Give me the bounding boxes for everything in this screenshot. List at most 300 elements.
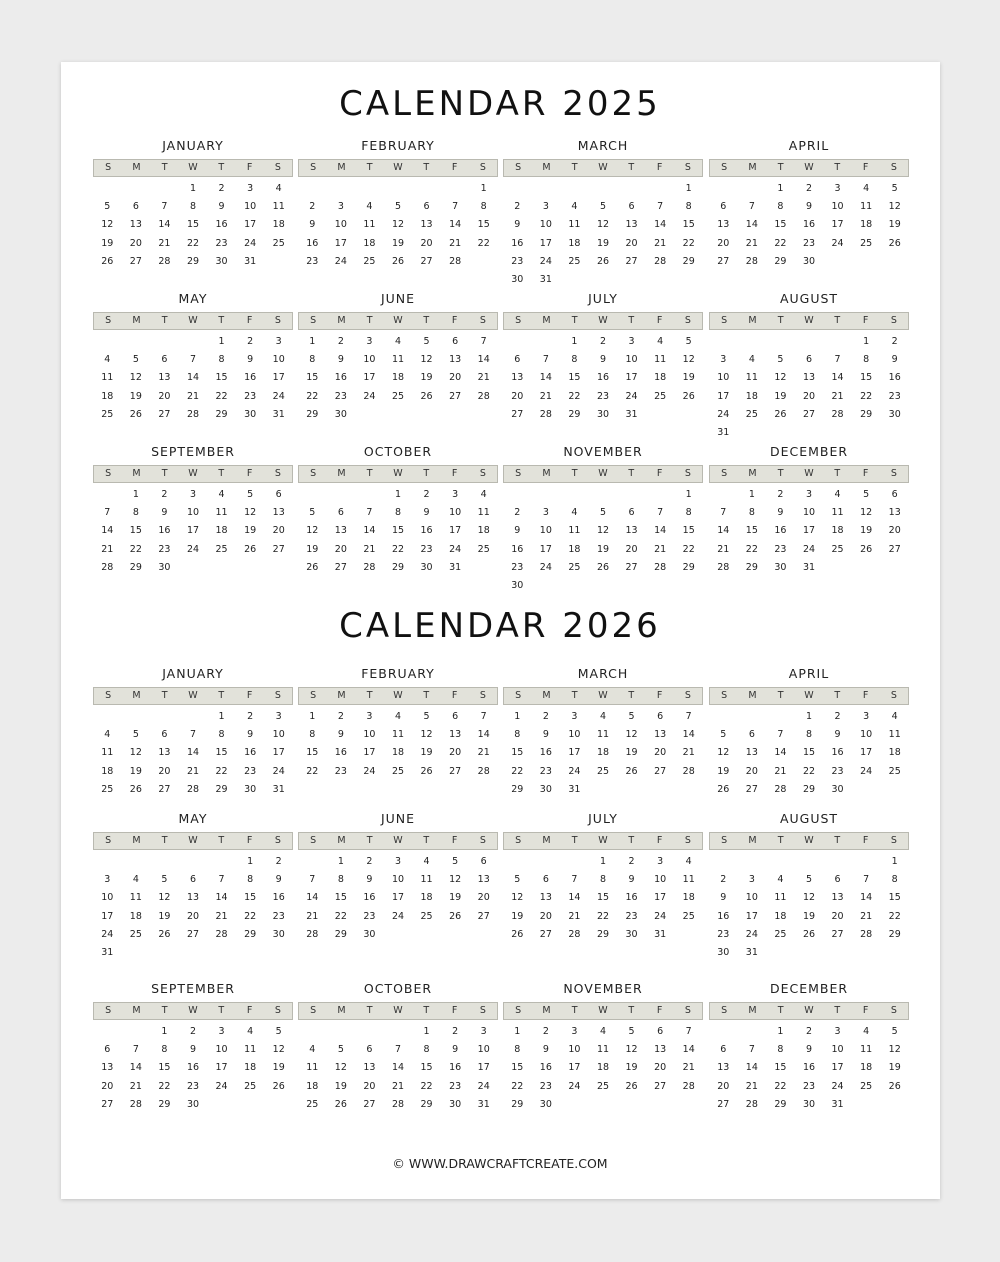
day-cell: 23 <box>334 390 347 402</box>
day-cell: 31 <box>449 561 462 573</box>
day-cell: 19 <box>244 525 257 537</box>
day-cell: 22 <box>802 765 816 777</box>
day-cell: 24 <box>625 390 638 402</box>
day-cell: 11 <box>568 525 581 537</box>
month-january <box>93 665 293 799</box>
day-cell: 31 <box>568 783 581 795</box>
day-cell: 18 <box>745 390 758 402</box>
day-cell: 4 <box>394 711 402 722</box>
day-cell: 3 <box>628 336 635 347</box>
day-cell: 27 <box>539 928 552 940</box>
month-name: JULY <box>588 811 618 826</box>
weekday-label: W <box>598 1005 608 1016</box>
day-cell: 23 <box>186 1080 200 1092</box>
day-cell: 22 <box>129 543 142 555</box>
day-cell: 9 <box>891 354 898 366</box>
day-cell: 8 <box>337 874 344 886</box>
day-cell: 8 <box>480 201 487 213</box>
day-cell: 16 <box>888 372 901 384</box>
day-cell: 6 <box>104 1044 111 1056</box>
weekday-label: T <box>571 468 578 479</box>
day-cell: 1 <box>218 336 225 347</box>
day-cell: 22 <box>215 390 228 402</box>
day-cell: 9 <box>514 525 521 537</box>
day-cell: 31 <box>477 1098 490 1110</box>
day-grid <box>503 853 703 944</box>
day-cell: 16 <box>272 892 285 904</box>
day-cell: 7 <box>132 1044 139 1056</box>
day-cell: 13 <box>272 507 285 519</box>
day-cell: 18 <box>391 372 405 384</box>
weekday-label: T <box>218 162 225 173</box>
day-cell: 7 <box>748 201 755 213</box>
day-cell: 12 <box>420 729 433 741</box>
month-september <box>93 980 293 1114</box>
day-cell: 16 <box>774 525 787 537</box>
day-cell: 23 <box>888 390 901 402</box>
day-cell: 8 <box>189 201 197 213</box>
day-cell: 1 <box>337 856 344 867</box>
day-cell: 26 <box>158 928 171 940</box>
weekday-label: F <box>451 162 458 173</box>
month-name: JUNE <box>380 291 416 306</box>
weekday-label: T <box>366 468 373 479</box>
weekday-label: S <box>890 1005 897 1016</box>
day-cell: 20 <box>802 390 816 402</box>
day-grid <box>503 180 703 289</box>
weekday-label: S <box>721 835 728 846</box>
day-cell: 25 <box>774 928 787 940</box>
day-cell: 26 <box>511 928 524 940</box>
day-cell: 29 <box>334 928 347 940</box>
day-cell: 30 <box>363 928 376 940</box>
day-cell: 26 <box>625 1080 638 1092</box>
weekday-label: S <box>721 1005 728 1016</box>
empty-day-cell <box>823 333 852 351</box>
weekday-label: S <box>890 468 897 479</box>
weekday-header <box>503 465 703 483</box>
weekday-label: S <box>684 162 691 173</box>
day-cell: 4 <box>685 856 692 867</box>
weekday-label: S <box>479 315 486 326</box>
day-cell: 10 <box>802 507 816 519</box>
weekday-label: F <box>656 1005 663 1016</box>
weekday-label: W <box>393 690 403 701</box>
day-cell: 2 <box>309 201 316 213</box>
day-cell: 9 <box>542 1044 549 1056</box>
weekday-label: S <box>721 315 728 326</box>
empty-day-cell <box>384 1023 413 1041</box>
day-grid <box>298 853 498 944</box>
day-grid <box>503 1023 703 1114</box>
month-name: AUGUST <box>779 291 839 306</box>
empty-day-cell <box>766 853 795 871</box>
weekday-label: W <box>188 162 198 173</box>
day-cell: 10 <box>101 892 114 904</box>
day-cell: 16 <box>802 219 816 231</box>
calendar-title-2025: CALENDAR 2025 <box>339 84 661 124</box>
day-cell: 24 <box>831 1080 844 1092</box>
day-cell: 7 <box>161 201 168 213</box>
day-cell: 16 <box>334 372 347 384</box>
day-cell: 30 <box>802 1098 816 1110</box>
weekday-label: T <box>834 468 841 479</box>
weekday-label: F <box>862 162 869 173</box>
day-cell: 19 <box>334 1080 347 1092</box>
day-grid <box>709 708 909 799</box>
weekday-label: S <box>310 690 317 701</box>
day-cell: 11 <box>391 354 405 366</box>
day-cell: 12 <box>244 507 257 519</box>
day-cell: 9 <box>805 201 813 213</box>
month-december <box>709 980 909 1114</box>
day-cell: 11 <box>888 729 901 741</box>
day-cell: 17 <box>831 1062 844 1074</box>
weekday-label: T <box>161 690 168 701</box>
day-cell: 18 <box>596 1062 610 1074</box>
day-cell: 15 <box>215 372 228 384</box>
day-cell: 1 <box>423 1026 430 1037</box>
day-cell: 25 <box>215 543 228 555</box>
day-cell: 21 <box>654 237 667 249</box>
day-cell: 30 <box>158 561 171 573</box>
day-cell: 24 <box>568 1080 581 1092</box>
day-cell: 20 <box>625 237 638 249</box>
day-cell: 21 <box>363 543 376 555</box>
weekday-label: F <box>656 835 663 846</box>
day-cell: 29 <box>774 1098 787 1110</box>
day-cell: 30 <box>774 561 787 573</box>
day-cell: 2 <box>805 1026 813 1037</box>
weekday-label: T <box>628 835 635 846</box>
weekday-header <box>503 1002 703 1020</box>
day-cell: 24 <box>272 390 285 402</box>
month-june <box>298 810 498 944</box>
day-cell: 26 <box>244 543 257 555</box>
month-name: APRIL <box>788 138 830 153</box>
day-cell: 24 <box>272 765 285 777</box>
day-cell: 28 <box>158 255 171 267</box>
weekday-header <box>503 312 703 330</box>
day-cell: 29 <box>129 561 142 573</box>
empty-day-cell <box>646 486 675 504</box>
day-cell: 15 <box>215 747 228 759</box>
weekday-header <box>93 465 293 483</box>
day-cell: 17 <box>477 1062 490 1074</box>
day-cell: 11 <box>682 874 695 886</box>
month-march <box>503 665 703 799</box>
weekday-label: S <box>515 162 522 173</box>
day-cell: 5 <box>247 489 254 500</box>
day-cell: 1 <box>685 489 692 500</box>
empty-day-cell <box>93 180 122 198</box>
weekday-label: T <box>218 835 225 846</box>
day-cell: 11 <box>831 507 844 519</box>
day-cell: 27 <box>654 1080 667 1092</box>
weekday-label: W <box>188 690 198 701</box>
day-cell: 25 <box>272 237 285 249</box>
empty-day-cell <box>738 853 767 871</box>
day-cell: 26 <box>888 1080 901 1092</box>
day-cell: 4 <box>863 1026 870 1037</box>
weekday-label: S <box>274 315 281 326</box>
weekday-header <box>709 312 909 330</box>
day-cell: 14 <box>860 892 873 904</box>
empty-day-cell <box>589 486 618 504</box>
day-cell: 28 <box>654 561 667 573</box>
day-cell: 20 <box>654 1062 667 1074</box>
weekday-label: T <box>834 162 841 173</box>
day-cell: 4 <box>863 183 870 194</box>
weekday-label: M <box>337 835 346 846</box>
day-cell: 24 <box>244 237 257 249</box>
day-cell: 22 <box>888 910 901 922</box>
day-cell: 14 <box>682 1044 695 1056</box>
day-cell: 28 <box>306 928 319 940</box>
day-cell: 14 <box>745 1062 758 1074</box>
weekday-label: S <box>515 1005 522 1016</box>
month-name: DECEMBER <box>769 444 849 459</box>
day-grid <box>93 853 293 962</box>
weekday-label: S <box>105 835 112 846</box>
day-cell: 9 <box>275 874 282 886</box>
day-cell: 24 <box>363 390 376 402</box>
day-cell: 18 <box>420 892 433 904</box>
empty-day-cell <box>560 486 589 504</box>
day-cell: 14 <box>745 219 758 231</box>
day-cell: 29 <box>860 408 873 420</box>
day-cell: 18 <box>654 372 667 384</box>
weekday-label: S <box>479 162 486 173</box>
day-cell: 6 <box>423 201 430 213</box>
day-cell: 22 <box>511 1080 524 1092</box>
day-cell: 3 <box>452 489 459 500</box>
day-cell: 9 <box>834 729 841 741</box>
day-cell: 6 <box>337 507 344 519</box>
empty-day-cell <box>617 180 646 198</box>
day-cell: 19 <box>101 237 114 249</box>
weekday-label: T <box>628 690 635 701</box>
weekday-label: F <box>451 468 458 479</box>
month-name: JANUARY <box>162 666 224 681</box>
day-cell: 16 <box>625 892 638 904</box>
day-cell: 27 <box>625 255 638 267</box>
weekday-label: T <box>423 315 430 326</box>
day-cell: 1 <box>685 183 692 194</box>
day-cell: 29 <box>511 783 524 795</box>
day-cell: 29 <box>511 1098 524 1110</box>
day-cell: 19 <box>306 543 319 555</box>
weekday-label: S <box>274 162 281 173</box>
day-cell: 16 <box>244 372 257 384</box>
day-cell: 29 <box>158 1098 171 1110</box>
day-grid <box>709 333 909 442</box>
day-cell: 5 <box>628 711 635 722</box>
day-cell: 15 <box>511 747 524 759</box>
day-cell: 4 <box>571 201 578 213</box>
day-cell: 30 <box>244 408 257 420</box>
day-cell: 7 <box>571 874 578 886</box>
day-cell: 17 <box>717 390 730 402</box>
day-cell: 5 <box>309 507 316 519</box>
day-cell: 2 <box>366 856 373 867</box>
weekday-label: F <box>451 1005 458 1016</box>
day-cell: 24 <box>717 408 730 420</box>
weekday-label: S <box>274 1005 281 1016</box>
weekday-label: F <box>862 835 869 846</box>
day-cell: 9 <box>514 219 521 231</box>
month-september <box>93 443 293 577</box>
day-cell: 20 <box>539 910 552 922</box>
weekday-label: T <box>423 835 430 846</box>
day-cell: 5 <box>720 729 727 741</box>
day-grid <box>709 1023 909 1114</box>
empty-day-cell <box>738 333 767 351</box>
day-grid <box>298 1023 498 1114</box>
empty-day-cell <box>738 180 767 198</box>
day-cell: 7 <box>452 201 459 213</box>
weekday-label: T <box>834 315 841 326</box>
month-july <box>503 810 703 944</box>
weekday-label: T <box>777 690 784 701</box>
day-cell: 17 <box>802 525 816 537</box>
weekday-header <box>709 832 909 850</box>
day-cell: 26 <box>625 765 638 777</box>
day-cell: 17 <box>831 219 844 231</box>
day-cell: 2 <box>834 711 841 722</box>
day-cell: 28 <box>774 783 787 795</box>
day-cell: 22 <box>682 237 695 249</box>
day-cell: 5 <box>452 856 459 867</box>
weekday-label: W <box>393 315 403 326</box>
day-cell: 3 <box>247 183 254 194</box>
day-cell: 22 <box>186 237 200 249</box>
day-cell: 16 <box>306 237 319 249</box>
day-cell: 25 <box>477 543 490 555</box>
day-cell: 9 <box>720 892 727 904</box>
day-grid <box>93 180 293 271</box>
weekday-label: S <box>479 690 486 701</box>
day-cell: 31 <box>244 255 257 267</box>
weekday-label: T <box>628 1005 635 1016</box>
day-cell: 21 <box>215 910 228 922</box>
day-cell: 21 <box>831 390 844 402</box>
weekday-label: M <box>337 468 346 479</box>
day-cell: 26 <box>306 561 319 573</box>
day-cell: 7 <box>863 874 870 886</box>
day-cell: 18 <box>306 1080 319 1092</box>
day-cell: 26 <box>420 390 433 402</box>
day-cell: 18 <box>682 892 695 904</box>
weekday-label: T <box>423 1005 430 1016</box>
day-cell: 5 <box>161 874 168 886</box>
day-cell: 18 <box>596 747 610 759</box>
weekday-label: T <box>161 468 168 479</box>
day-cell: 24 <box>477 1080 490 1092</box>
day-cell: 17 <box>363 747 376 759</box>
day-cell: 15 <box>860 372 873 384</box>
weekday-label: S <box>515 315 522 326</box>
empty-day-cell <box>532 180 561 198</box>
weekday-label: S <box>310 468 317 479</box>
day-cell: 21 <box>477 747 490 759</box>
day-cell: 1 <box>161 1026 168 1037</box>
day-cell: 31 <box>802 561 816 573</box>
day-cell: 17 <box>272 372 285 384</box>
empty-day-cell <box>93 708 122 726</box>
day-cell: 25 <box>420 910 433 922</box>
day-cell: 12 <box>682 354 695 366</box>
weekday-header <box>298 687 498 705</box>
day-cell: 21 <box>101 543 114 555</box>
day-cell: 1 <box>863 336 870 347</box>
empty-day-cell <box>503 853 532 871</box>
day-cell: 22 <box>306 765 319 777</box>
day-grid <box>93 708 293 799</box>
day-cell: 30 <box>831 783 844 795</box>
day-cell: 25 <box>888 765 901 777</box>
day-cell: 1 <box>394 489 402 500</box>
day-cell: 10 <box>568 1044 581 1056</box>
day-cell: 3 <box>657 856 664 867</box>
weekday-header <box>298 832 498 850</box>
empty-day-cell <box>384 180 413 198</box>
weekday-label: T <box>218 468 225 479</box>
weekday-header <box>298 465 498 483</box>
day-cell: 15 <box>511 1062 524 1074</box>
day-cell: 20 <box>449 747 462 759</box>
day-cell: 4 <box>748 354 755 366</box>
weekday-label: S <box>105 690 112 701</box>
day-cell: 6 <box>189 874 197 886</box>
day-cell: 24 <box>539 561 552 573</box>
day-cell: 28 <box>449 255 462 267</box>
day-cell: 28 <box>682 1080 695 1092</box>
day-cell: 2 <box>189 1026 197 1037</box>
empty-day-cell <box>327 1023 356 1041</box>
weekday-label: W <box>598 315 608 326</box>
weekday-label: S <box>684 315 691 326</box>
day-cell: 28 <box>860 928 873 940</box>
weekday-label: S <box>310 162 317 173</box>
month-name: MARCH <box>577 666 629 681</box>
day-cell: 10 <box>186 507 200 519</box>
empty-day-cell <box>795 333 824 351</box>
month-may <box>93 290 293 424</box>
day-cell: 23 <box>511 561 524 573</box>
day-cell: 10 <box>717 372 730 384</box>
weekday-label: F <box>246 162 253 173</box>
day-cell: 28 <box>717 561 730 573</box>
day-cell: 27 <box>654 765 667 777</box>
weekday-label: M <box>748 690 757 701</box>
day-cell: 2 <box>891 336 898 347</box>
weekday-label: T <box>218 315 225 326</box>
day-cell: 23 <box>717 928 730 940</box>
weekday-label: T <box>777 468 784 479</box>
day-cell: 30 <box>717 946 730 958</box>
day-cell: 3 <box>571 1026 578 1037</box>
footer-copyright: © WWW.DRAWCRAFTCREATE.COM <box>392 1156 608 1171</box>
empty-day-cell <box>646 180 675 198</box>
day-cell: 11 <box>215 507 228 519</box>
day-cell: 3 <box>394 856 402 867</box>
day-cell: 8 <box>805 729 813 741</box>
weekday-label: S <box>515 835 522 846</box>
day-cell: 25 <box>568 561 581 573</box>
day-cell: 2 <box>218 183 225 194</box>
day-cell: 19 <box>420 747 433 759</box>
